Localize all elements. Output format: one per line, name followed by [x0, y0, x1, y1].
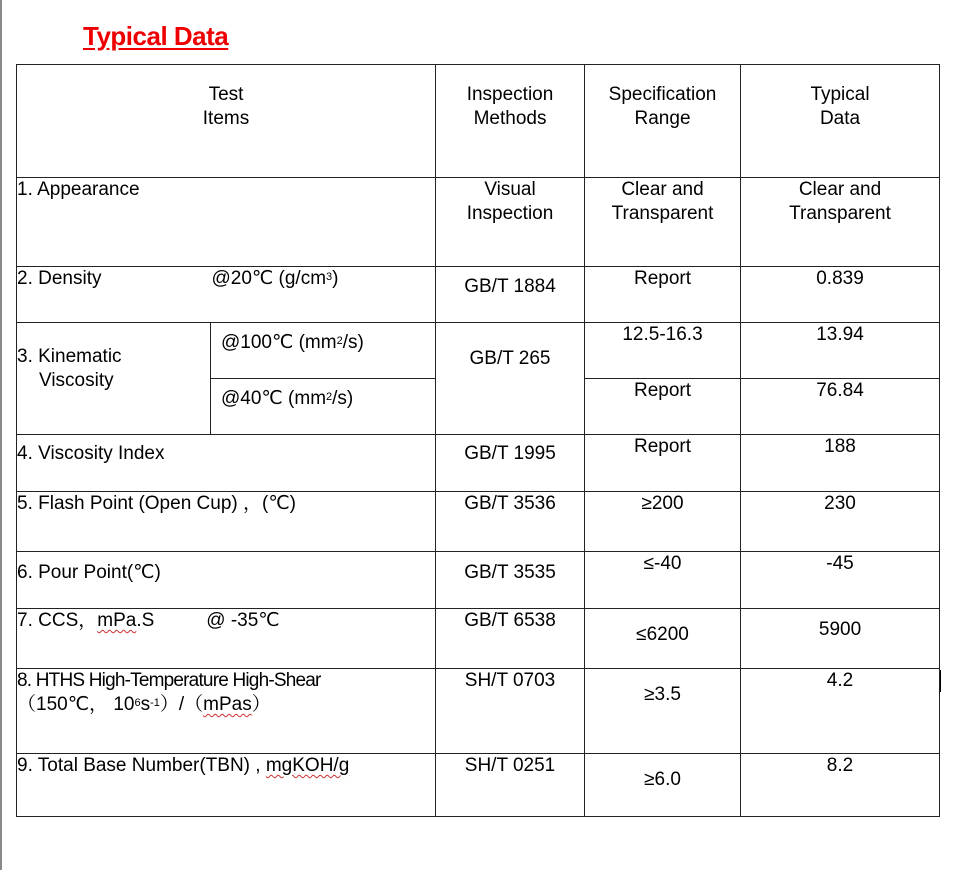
typical-tbn: 8.2 [741, 754, 940, 817]
method-viscosity-index: GB/T 1995 [436, 435, 585, 492]
table-row [17, 552, 940, 609]
typical-ccs: 5900 [741, 609, 940, 669]
method-density: GB/T 1884 [436, 267, 585, 323]
spec-density: Report [585, 267, 741, 323]
header-test-items: Test Items [17, 65, 436, 178]
typical-hths: 4.2 [741, 669, 940, 754]
typical-flash-point: 230 [741, 492, 940, 552]
spec-kinematic-40: Report [585, 379, 741, 435]
typical-data-table [16, 64, 940, 817]
header-inspection-methods: Inspection Methods [436, 65, 585, 178]
condition-kinematic-40: @40℃ $(mm^2/s)$ [211, 379, 436, 435]
item-appearance: 1. Appearance [17, 178, 436, 267]
item-density: 2. Density @20℃ $(g/cm^3)$ [17, 267, 436, 323]
page-left-border [0, 0, 2, 870]
typical-pour-point: -45 [741, 552, 940, 609]
table-row [17, 609, 940, 669]
item-viscosity-index: 4. Viscosity Index [17, 435, 436, 492]
typical-density: 0.839 [741, 267, 940, 323]
table-row [17, 178, 940, 267]
spec-viscosity-index: Report [585, 435, 741, 492]
typical-viscosity-index: 188 [741, 435, 940, 492]
item-tbn: 9. Total Base Number(TBN) , mgKOH/g [17, 754, 436, 817]
table-row [17, 669, 940, 754]
page-title: Typical Data [83, 21, 229, 51]
spec-kinematic-100: 12.5-16.3 [585, 323, 741, 379]
spec-pour-point: ≤-40 [585, 552, 741, 609]
method-flash-point: GB/T 3536 [436, 492, 585, 552]
table-header-row [17, 65, 940, 178]
table-row [17, 754, 940, 817]
spec-hths: ≥3.5 [585, 669, 741, 754]
method-appearance: Visual Inspection [436, 178, 585, 267]
table-row [17, 267, 940, 323]
item-kinematic-viscosity: 3. Kinematic Viscosity [17, 323, 211, 435]
item-hths: 8. HTHS High-Temperature High-Shear （150℃， $10^6s^{-1})/(mPas)$ [17, 669, 436, 754]
item-pour-point: 6. Pour Point(℃) [17, 552, 436, 609]
method-kinematic-viscosity: GB/T 265 [436, 323, 585, 435]
condition-kinematic-100: @100℃ $(mm^2/s)$ [211, 323, 436, 379]
header-typical-data: Typical Data [741, 65, 940, 178]
item-flash-point: 5. Flash Point (Open Cup) ，(℃) [17, 492, 436, 552]
spec-appearance: Clear and Transparent [585, 178, 741, 267]
method-hths: SH/T 0703 [436, 669, 585, 754]
typical-appearance: Clear and Transparent [741, 178, 940, 267]
spec-tbn: ≥6.0 [585, 754, 741, 817]
spec-ccs: ≤6200 [585, 609, 741, 669]
table-row [17, 435, 940, 492]
method-tbn: SH/T 0251 [436, 754, 585, 817]
table-row [17, 492, 940, 552]
table-row [17, 323, 940, 379]
header-specification-range: Specification Range [585, 65, 741, 178]
item-ccs: 7. CCS，mPa.S @ -35℃ [17, 609, 436, 669]
method-ccs: GB/T 6538 [436, 609, 585, 669]
typical-kinematic-40: 76.84 [741, 379, 940, 435]
typical-kinematic-100: 13.94 [741, 323, 940, 379]
text-cursor [940, 670, 941, 692]
method-pour-point: GB/T 3535 [436, 552, 585, 609]
spec-flash-point: ≥200 [585, 492, 741, 552]
